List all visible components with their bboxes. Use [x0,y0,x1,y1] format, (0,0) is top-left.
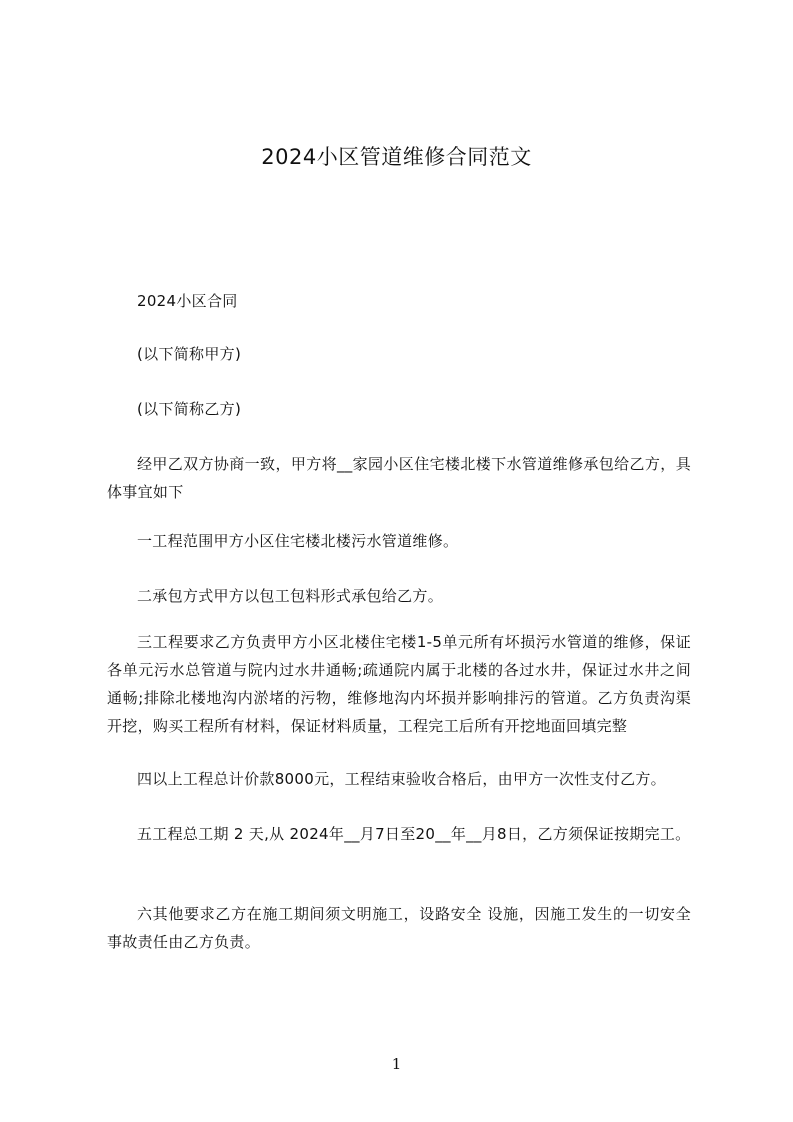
paragraph-contract-method: 二承包方式甲方以包工包料形式承包给乙方。 [137,587,444,605]
paragraph-party-a: (以下简称甲方) [137,345,242,363]
paragraph-agreement: 经甲乙双方协商一致，甲方将__家园小区住宅楼北楼下水管道维修承包给乙方，具体事宜如下 [107,455,691,501]
page-number: 1 [391,1055,402,1073]
paragraph-party-b: (以下简称乙方) [137,400,242,418]
paragraph-requirements: 三工程要求乙方负责甲方小区北楼住宅楼1-5单元所有坏损污水管道的维修，保证各单元污水总管道与院内过水井通畅;疏通院内属于北楼的各过水井，保证过水井之间通畅;排除北楼地沟内淤堵的污物，维修地沟内坏损并影响排污的管道。乙方负责沟渠开挖，购买工程所有材料，保证材料质量，工程完工后所有开挖地面回填完整 [107,633,691,735]
paragraph-scope: 一工程范围甲方小区住宅楼北楼污水管道维修。 [137,532,459,550]
paragraph-other-requirements: 六其他要求乙方在施工期间须文明施工，设路安全 设施，因施工发生的一切安全事故责任由乙方负责。 [107,905,691,951]
document-title: 2024小区管道维修合同范文 [261,145,532,169]
paragraph-price: 四以上工程总计价款8000元，工程结束验收合格后，由甲方一次性支付乙方。 [137,770,666,788]
paragraph-schedule: 五工程总工期 2 天,从 2024年__月7日至20__年__月8日，乙方须保证按期完工。 [137,825,691,843]
paragraph-contract-label: 2024小区合同 [137,292,238,310]
